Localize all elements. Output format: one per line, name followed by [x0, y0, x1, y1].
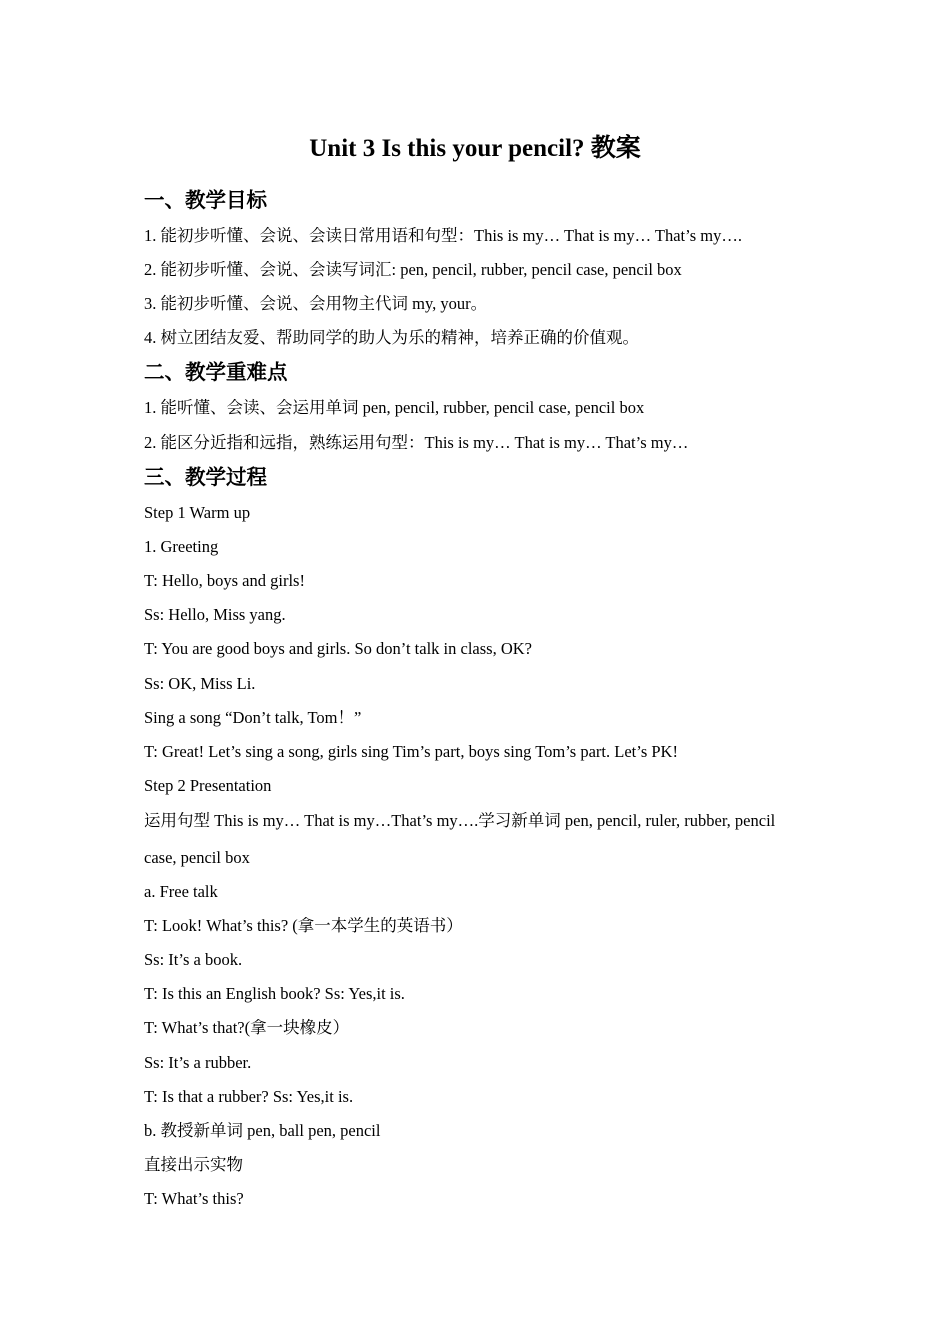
procedure-line: T: Is this an English book? Ss: Yes,it is.: [144, 984, 405, 1003]
section-heading-objectives: 一、教学目标: [144, 188, 267, 212]
procedure-line: Step 2 Presentation: [144, 776, 272, 795]
procedure-line: T: What’s this?: [144, 1189, 244, 1208]
key-point-item: 1. 能听懂、会读、会运用单词 pen, pencil, rubber, pencil case, pencil box: [144, 398, 645, 417]
procedure-line: T: You are good boys and girls. So don’t talk in class, OK?: [144, 639, 532, 658]
procedure-line: T: What’s that?(拿一块橡皮）: [144, 1018, 350, 1037]
procedure-line: T: Look! What’s this? (拿一本学生的英语书）: [144, 916, 463, 935]
section-heading-procedure: 三、教学过程: [144, 465, 267, 489]
procedure-line: Step 1 Warm up: [144, 503, 251, 522]
section-heading-key-points: 二、教学重难点: [144, 360, 288, 384]
objective-item: 3. 能初步听懂、会说、会用物主代词 my, your。: [144, 294, 488, 313]
procedure-line: Ss: It’s a rubber.: [144, 1053, 252, 1072]
procedure-line: Sing a song “Don’t talk, Tom！”: [144, 708, 362, 727]
procedure-line: Ss: OK, Miss Li.: [144, 674, 256, 693]
procedure-line: T: Is that a rubber? Ss: Yes,it is.: [144, 1087, 354, 1106]
procedure-line: Ss: Hello, Miss yang.: [144, 605, 286, 624]
procedure-line: Ss: It’s a book.: [144, 950, 243, 969]
procedure-line: 直接出示实物: [144, 1155, 243, 1174]
procedure-line: b. 教授新单词 pen, ball pen, pencil: [144, 1121, 381, 1140]
procedure-line: T: Hello, boys and girls!: [144, 571, 305, 590]
procedure-line: a. Free talk: [144, 882, 218, 901]
procedure-line: case, pencil box: [144, 848, 250, 867]
objective-item: 4. 树立团结友爱、帮助同学的助人为乐的精神，培养正确的价值观。: [144, 328, 639, 347]
procedure-line: 1. Greeting: [144, 537, 219, 556]
document-title: Unit 3 Is this your pencil? 教案: [309, 135, 641, 162]
procedure-line: T: Great! Let’s sing a song, girls sing Tim’s part, boys sing Tom’s part. Let’s PK!: [144, 742, 678, 761]
objective-item: 2. 能初步听懂、会说、会读写词汇: pen, pencil, rubber, pencil case, pencil box: [144, 260, 682, 279]
procedure-line: 运用句型 This is my… That is my…That’s my….学习新单词 pen, pencil, ruler, rubber, pencil: [144, 811, 776, 830]
key-point-item: 2. 能区分近指和远指，熟练运用句型：This is my… That is my… That’s my…: [144, 433, 689, 452]
objective-item: 1. 能初步听懂、会说、会读日常用语和句型：This is my… That is my… That’s my….: [144, 226, 742, 245]
